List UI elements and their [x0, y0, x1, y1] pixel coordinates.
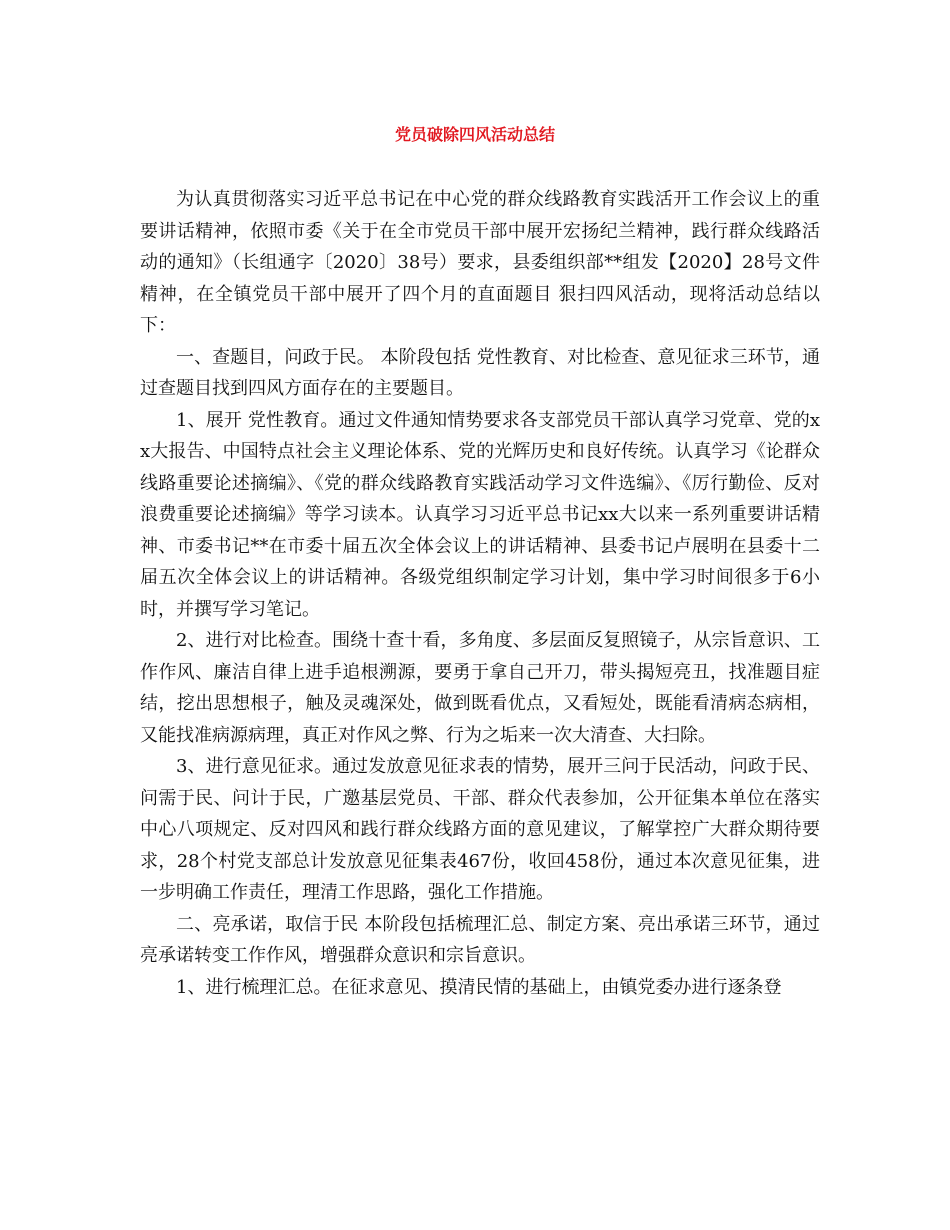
document-title: 党员破除四风活动总结 — [394, 125, 555, 144]
document-body — [140, 184, 820, 1003]
paragraph-section-2-heading: 二、亮承诺，取信于民 本阶段包括梳理汇总、制定方案、亮出承诺三环节，通过亮承诺转变工作作风，增强群众意识和宗旨意识。 — [140, 913, 820, 966]
paragraph-section-1-heading: 一、查题目，问政于民。 本阶段包括 党性教育、对比检查、意见征求三环节，通过查题目找到四风方面存在的主要题目。 — [140, 346, 820, 399]
paragraph-intro: 为认真贯彻落实习近平总书记在中心党的群众线路教育实践活开工作会议上的重要讲话精神，依照市委《关于在全市党员干部中展开宏扬纪兰精神，践行群众线路活动的通知》（长组通字〔2020〕38号）要求，县委组织部**组发【2020】28号文件精神，在全镇党员干部中展开了四个月的直面题目 狠扫四风活动，现将活动总结以下： — [140, 189, 820, 336]
paragraph-item-1-1: 1、展开 党性教育。通过文件通知情势要求各支部党员干部认真学习党章、党的xx大报告、中国特点社会主义理论体系、党的光辉历史和良好传统。认真学习《论群众线路重要论述摘编》、《党的群众线路教育实践活动学习文件选编》、《厉行勤俭、反对浪费重要论述摘编》等学习读本。认真学习习近平总书记xx大以来一系列重要讲话精神、市委书记**在市委十届五次全体会议上的讲话精神、县委书记卢展明在县委十二届五次全体会议上的讲话精神。各级党组织制定学习计划，集中学习时间很多于6小时，并撰写学习笔记。 — [140, 409, 820, 620]
paragraph-item-1-3: 3、进行意见征求。通过发放意见征求表的情势，展开三问于民活动，问政于民、问需于民、问计于民，广邀基层党员、干部、群众代表参加，公开征集本单位在落实中心八项规定、反对四风和践行群众线路方面的意见建议，了解掌控广大群众期待要求，28个村党支部总计发放意见征集表467份，收回458份，通过本次意见征集，进一步明确工作责任，理清工作思路，强化工作措施。 — [140, 756, 820, 903]
paragraph-item-1-2: 2、进行对比检查。围绕十查十看，多角度、多层面反复照镜子，从宗旨意识、工作作风、廉洁自律上进手追根溯源，要勇于拿自己开刀，带头揭短亮丑，找准题目症结，挖出思想根子，触及灵魂深处，做到既看优点，又看短处，既能看清病态病相，又能找准病源病理，真正对作风之弊、行为之垢来一次大清查、大扫除。 — [140, 630, 820, 746]
paragraph-item-2-1: 1、进行梳理汇总。在征求意见、摸清民情的基础上，由镇党委办进行逐条登 — [176, 976, 782, 998]
